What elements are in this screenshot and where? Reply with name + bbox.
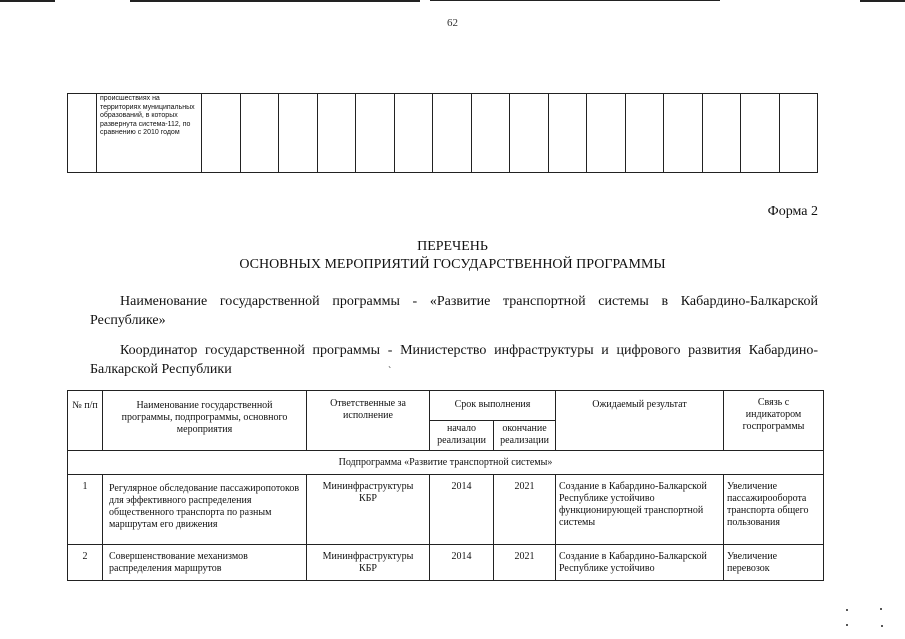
row-start: 2014 [430,475,494,545]
previous-table-fragment [67,93,818,173]
row-name: Регулярное обследование пассажиропотоков для эффективного распределения общественного транспорта по разным маршрутам его движения [103,475,307,545]
header-start: начало реализации [430,421,494,451]
fragment-cell-text: происшествиях на территориях муниципальных образований, в которых развернута система-112, по сравнению с 2010 годом [97,94,202,173]
header-result: Ожидаемый результат [556,391,724,451]
subprogram-row [68,451,824,475]
table-header-row [68,391,824,421]
scan-speck [880,608,882,610]
subprogram-title: Подпрограмма «Развитие транспортной системы» [68,451,824,475]
scan-top-line [0,0,55,2]
row-num: 2 [68,545,103,581]
row-indicator: Увеличение перевозок [724,545,824,581]
stray-mark: ` [388,366,392,377]
scan-speck [846,609,848,611]
row-result: Создание в Кабардино-Балкарской Республике устойчиво [556,545,724,581]
header-num: № п/п [68,391,103,451]
row-end: 2021 [494,475,556,545]
scan-speck [846,624,848,626]
document-subtitle: ОСНОВНЫХ МЕРОПРИЯТИЙ ГОСУДАРСТВЕННОЙ ПРОГРАММЫ [239,257,666,272]
scan-top-line [860,0,905,2]
header-period: Срок выполнения [430,391,556,421]
scan-top-line [130,0,420,2]
table-row [68,475,824,545]
page-number: 62 [447,17,458,29]
scan-top-line [430,0,720,1]
row-responsible: Mининфраструктуры КБР [307,545,430,581]
row-indicator: Увеличение пассажирооборота транспорта общего пользования [724,475,824,545]
events-table [67,390,824,581]
document-title: ПЕРЕЧЕНЬ [417,239,488,254]
header-indicator: Связь с индикатором госпрограммы [724,391,824,451]
header-responsible: Ответственные за исполнение [307,391,430,451]
row-result: Создание в Кабардино-Балкарской Республике устойчиво функционирующей транспортной системы [556,475,724,545]
table-row [68,94,818,173]
program-name: Наименование государственной программы - «Развитие транспортной системы в Кабардино-Балкарской Республике» [90,294,818,328]
header-name: Наименование государственной программы, подпрограммы, основного мероприятия [103,391,307,451]
row-num: 1 [68,475,103,545]
program-coordinator: Координатор государственной программы - Министерство инфраструктуры и цифрового развития Кабардино-Балкарской Республики [90,343,818,377]
row-responsible: Mининфраструктуры КБР [307,475,430,545]
form-label: Форма 2 [767,204,818,219]
row-end: 2021 [494,545,556,581]
row-start: 2014 [430,545,494,581]
table-row [68,545,824,581]
header-end: окончание реализации [494,421,556,451]
row-name: Совершенствование механизмов распределения маршрутов [103,545,307,581]
scan-speck [881,625,883,627]
